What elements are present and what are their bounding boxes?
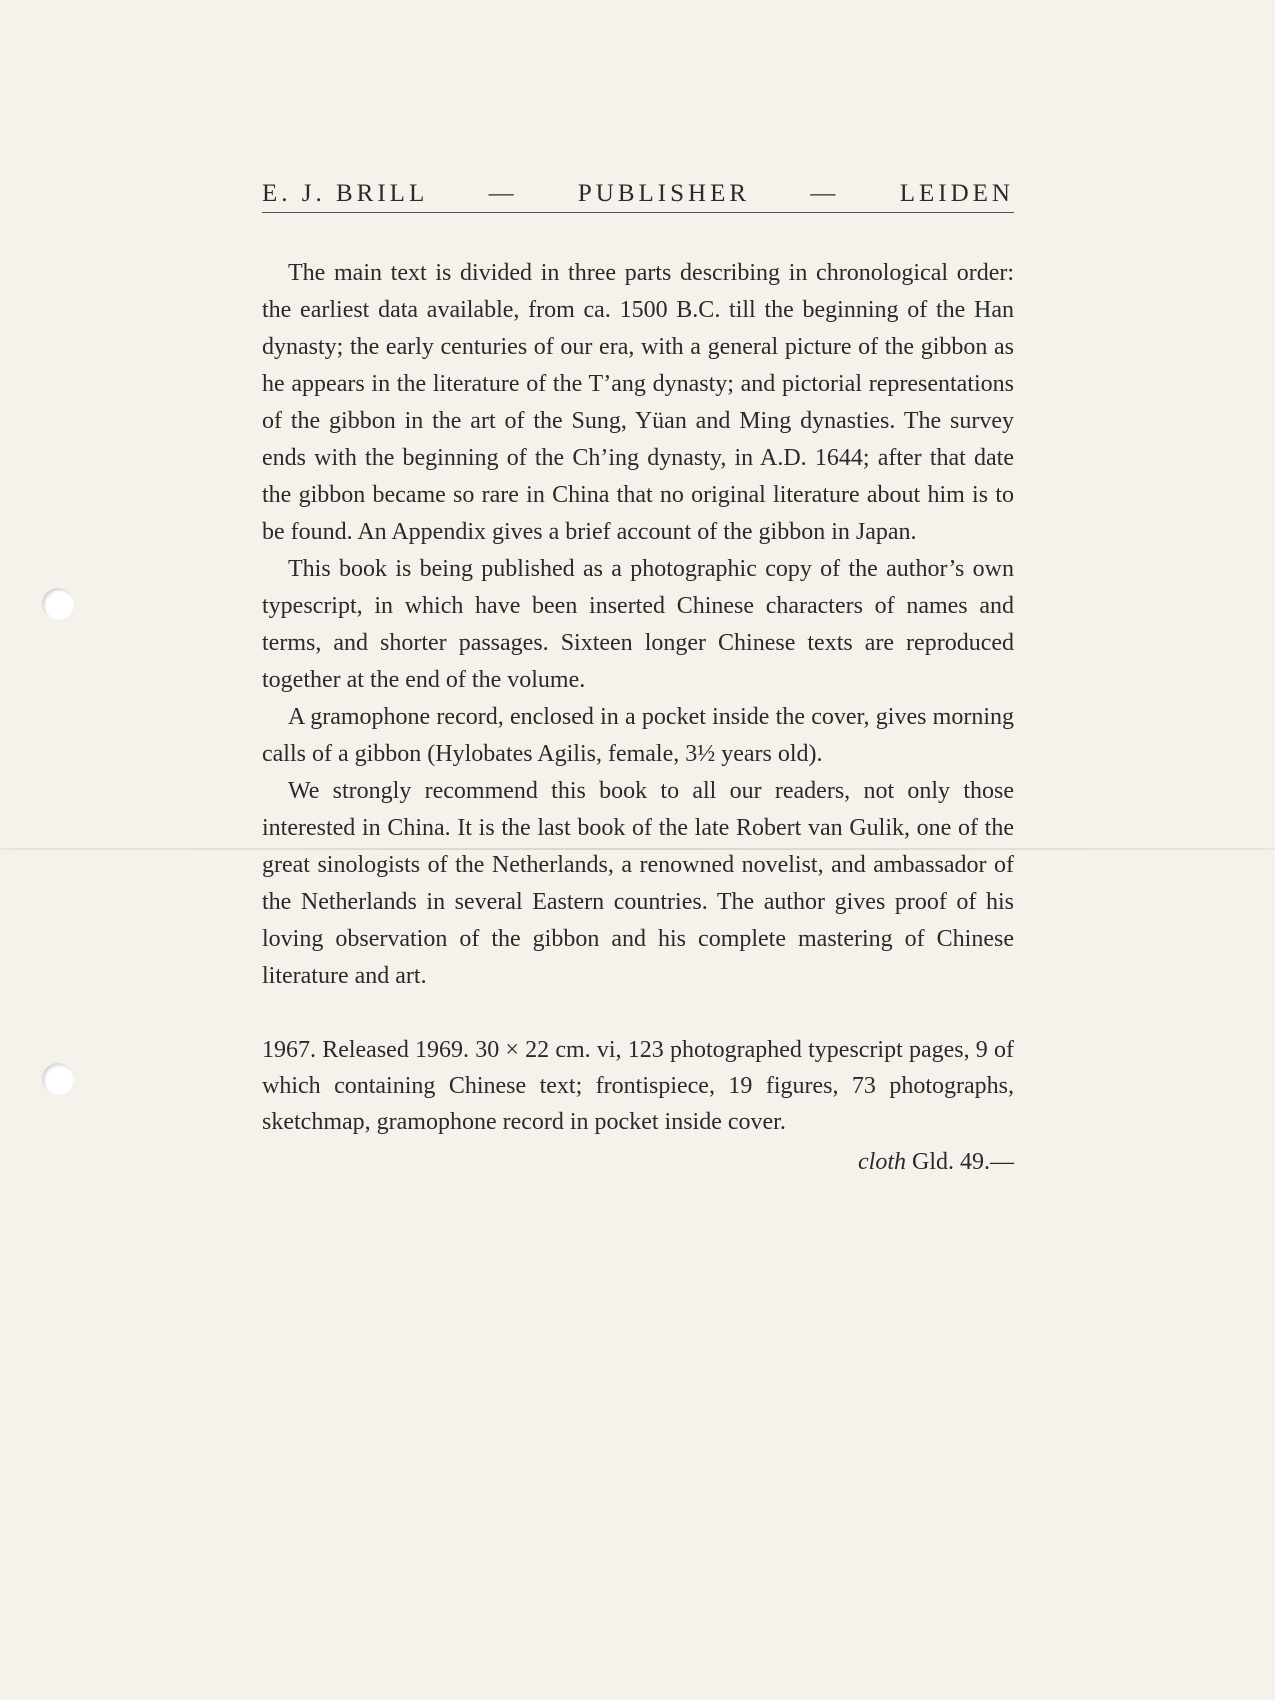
- punch-hole-upper: [42, 588, 74, 620]
- bibliographic-details: [262, 1032, 1014, 1140]
- paragraph-gramophone-record: A gramophone record, enclosed in a pocket inside the cover, gives morning calls of a gibbon (Hylobates Agilis, female, 3½ years old).: [262, 704, 1014, 767]
- paragraph-recommendation: We strongly recommend this book to all our readers, not only those interested in China. It is the last book of the late Robert van Gulik, one of the great sinologists of the Netherlands, a renowned novelist, and ambassador of the Netherlands in several Eastern countries. The author gives proof of his loving observation of the gibbon and his complete mastering of Chinese literature and art.: [262, 778, 1014, 989]
- binding-type: cloth: [858, 1149, 906, 1175]
- price-line: [262, 1142, 1014, 1182]
- document-page: [262, 180, 1014, 1182]
- paragraph-contents: The main text is divided in three parts describing in chronological order: the earliest data available, from ca. 1500 B.C. till the beginning of the Han dynasty; the early centuries of our era, with a general picture of the gibbon as he appears in the literature of the T’ang dynasty; and pictorial representations of the gibbon in the art of the Sung, Yüan and Ming dynasties. The survey ends with the beginning of the Ch’ing dynasty, in A.D. 1644; after that date the gibbon became so rare in China that no original literature about him is to be found. An Appendix gives a brief account of the gibbon in Japan.: [262, 260, 1014, 545]
- punch-hole-lower: [42, 1063, 74, 1095]
- price-amount: Gld. 49.—: [912, 1149, 1014, 1175]
- paragraph-publication-format: This book is being published as a photographic copy of the author’s own typescript, in which have been inserted Chinese characters of names and terms, and shorter passages. Sixteen longer Chinese texts are reproduced together at the end of the volume.: [262, 556, 1014, 693]
- details-text: 1967. Released 1969. 30 × 22 cm. vi, 123 photographed typescript pages, 9 of which containing Chinese text; frontispiece, 19 figures, 73 photographs, sketchmap, gramophone record in pocket inside cover.: [262, 1037, 1014, 1135]
- body-text: [262, 255, 1014, 995]
- header-dash-1: —: [488, 180, 518, 207]
- publisher-role: PUBLISHER: [577, 180, 751, 207]
- header-dash-2: —: [810, 180, 840, 207]
- publisher-city: LEIDEN: [899, 180, 1014, 207]
- page-header: [262, 180, 1014, 213]
- publisher-name: E. J. BRILL: [262, 180, 429, 207]
